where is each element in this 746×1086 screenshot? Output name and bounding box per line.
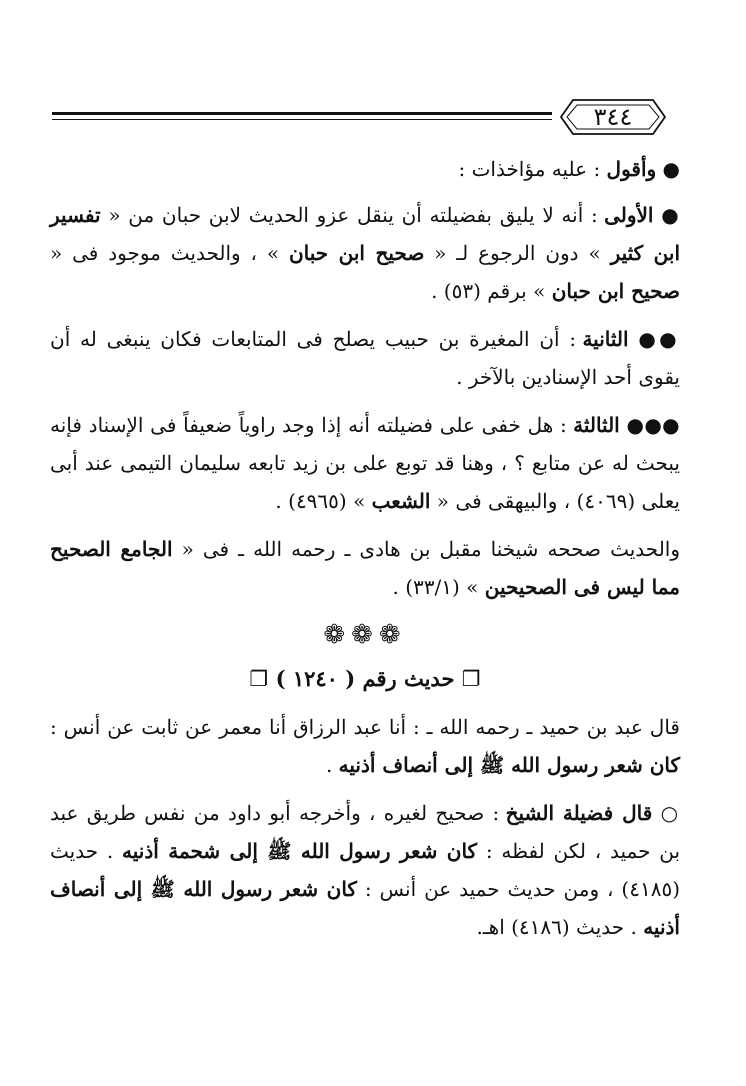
hadith-quote: كان شعر رسول الله ﷺ إلى شحمة أذنيه [122,839,478,863]
page-number: ٣٤٤ [593,103,633,131]
lead-term: قال فضيلة الشيخ [505,801,653,825]
book-title: تفسير ابن كثير [50,203,681,265]
circle-bullet-icon: ○ [660,801,680,825]
page-number-frame [557,94,669,140]
paragraph-first-point [50,196,680,310]
bullet-icon: ● [662,157,680,181]
paragraph-text: : أنه لا يليق بفضيلته أن ينقل عزو الحديث لابن حبان من « [100,203,605,227]
paragraph-second-point [50,320,680,396]
lead-term: الثالثة [573,413,620,437]
box-icon: ❐ [461,667,481,691]
hadith-quote: كان شعر رسول الله ﷺ إلى أنصاف أذنيه [50,877,680,939]
paragraph-hadith-text [50,708,680,784]
paragraph-text: » دون الرجوع لـ « [424,241,611,265]
paragraph-text: . حديث (٤١٨٥) ، ومن حديث حميد عن أنس : [50,839,680,901]
paragraph-text: » (٤٩٦٥) . [275,489,372,513]
book-title: صحيح ابن حبان [288,241,425,265]
bullet-icon: ● [661,203,681,227]
paragraph-wa-aqul [50,150,680,188]
hadith-number-label: حديث رقم ( ١٢٤٠ ) [275,666,455,691]
hadith-quote: كان شعر رسول الله ﷺ إلى أنصاف أذنيه [338,753,680,777]
lead-term: وأقول [606,157,657,181]
lead-term: الثانية [582,327,629,351]
paragraph-sheikh-comment [50,794,680,946]
book-title: صحيح ابن حبان [551,279,680,303]
paragraph-text: : أن المغيرة بن حبيب يصلح فى المتابعات فكان ينبغى له أن يقوى أحد الإسنادين بالآخر . [50,327,680,389]
paragraph-text: : عليه مؤاخذات : [458,157,607,181]
paragraph-text: . حديث (٤١٨٦) اهـ. [476,915,644,939]
paragraph-third-point [50,406,680,520]
page-body [50,150,680,954]
paragraph-text: » ، والحديث موجود فى « [50,241,289,265]
paragraph-text: والحديث صححه شيخنا مقبل بن هادى ـ رحمه الله ـ فى « [172,537,680,561]
bullet-icon: ●● [638,327,681,351]
paragraph-text: : صحيح لغيره ، وأخرجه أبو داود من نفس طريق عبد بن حميد ، لكن لفظه : [50,801,681,863]
header-rule-thick [52,112,552,115]
page-header [52,92,672,146]
paragraph-text: : هل خفى على فضيلته أنه إذا وجد راوياً ضعيفاً فى الإسناد فإنه يبحث له عن متابع ؟ ، وهنا قد توبع على بن زيد تابعه سليمان التيمى عند أبى يعلى (٤٠٦٩) ، والبيهقى فى « [50,413,680,513]
book-title: الجامع الصحيح مما ليس فى الصحيحين [50,537,680,599]
bullet-icon: ●●● [626,413,681,437]
hadith-heading [50,660,680,698]
paragraph-authentication [50,530,680,606]
ornament-divider-icon: ❁❁❁ [323,620,407,650]
book-title: الشعب [371,489,431,513]
box-icon: ❐ [249,667,269,691]
paragraph-text: » برقم (٥٣) . [431,279,552,303]
paragraph-text: » (٣٣/١) . [392,575,485,599]
paragraph-text: . [325,753,339,777]
header-rule-thin [52,119,552,120]
lead-term: الأولى [604,203,654,227]
paragraph-text: قال عبد بن حميد ـ رحمه الله ـ : أنا عبد الرزاق أنا معمر عن ثابت عن أنس : [50,715,680,739]
